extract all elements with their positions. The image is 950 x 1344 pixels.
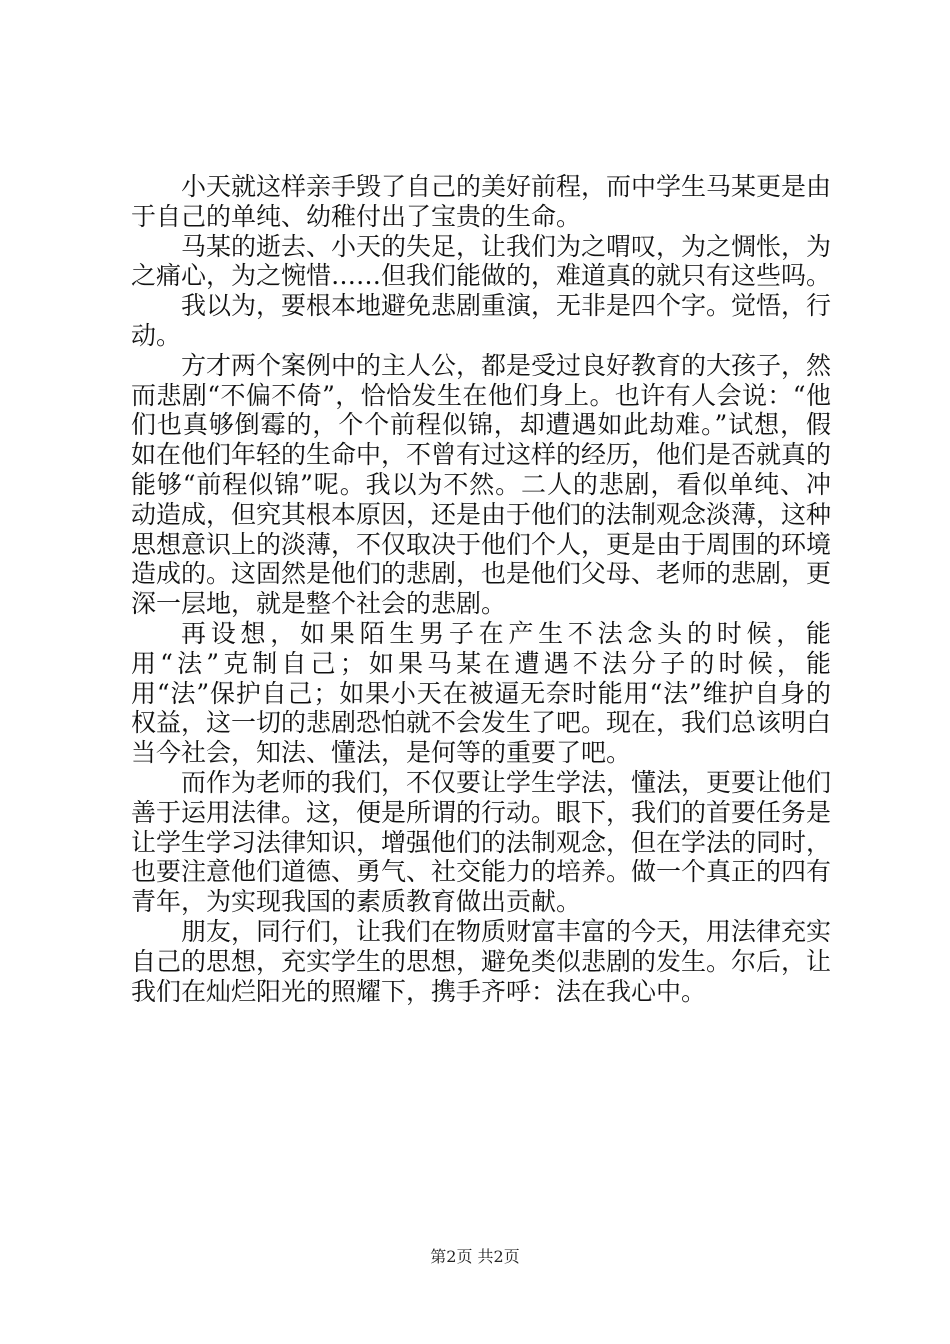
page-number-footer: 第2页 共2页 [430, 1247, 520, 1266]
paragraph: 方才两个案例中的主人公，都是受过良好教育的大孩子，然而悲剧“不偏不倚”，恰恰发生在他们身上。也许有人会说：“他们也真够倒霉的，个个前程似锦，却遭遇如此劫难。”试想，假如在他们年轻的生命中，不曾有过这样的经历，他们是否就真的能够“前程似锦”呢。我以为不然。二人的悲剧，看似单纯、冲动造成，但究其根本原因，还是由于他们的法制观念淡薄，这种思想意识上的淡薄，不仅取决于他们个人，更是由于周围的环境造成的。这固然是他们的悲剧，也是他们父母、老师的悲剧，更深一层地，就是整个社会的悲剧。 [131, 350, 832, 619]
paragraph: 小天就这样亲手毁了自己的美好前程，而中学生马某更是由于自己的单纯、幼稚付出了宝贵的生命。 [131, 172, 832, 231]
paragraph: 我以为，要根本地避免悲剧重演，无非是四个字。觉悟，行动。 [131, 291, 832, 350]
paragraph: 朋友，同行们，让我们在物质财富丰富的今天，用法律充实自己的思想，充实学生的思想，避免类似悲剧的发生。尔后，让我们在灿烂阳光的照耀下，携手齐呼：法在我心中。 [131, 916, 832, 1006]
paragraph: 而作为老师的我们，不仅要让学生学法，懂法，更要让他们善于运用法律。这，便是所谓的行动。眼下，我们的首要任务是让学生学习法律知识，增强他们的法制观念，但在学法的同时，也要注意他们道德、勇气、社交能力的培养。做一个真正的四有青年，为实现我国的素质教育做出贡献。 [131, 767, 832, 917]
paragraph: 再设想，如果陌生男子在产生不法念头的时候，能用“法”克制自己；如果马某在遭遇不法分子的时候，能用“法”保护自己；如果小天在被逼无奈时能用“法”维护自身的权益，这一切的悲剧恐怕就不会发生了吧。现在，我们总该明白当今社会，知法、懂法，是何等的重要了吧。 [131, 618, 832, 768]
document-body [131, 172, 831, 1006]
paragraph: 马某的逝去、小天的失足，让我们为之喟叹，为之惆怅，为之痛心，为之惋惜……但我们能做的，难道真的就只有这些吗。 [131, 231, 832, 291]
